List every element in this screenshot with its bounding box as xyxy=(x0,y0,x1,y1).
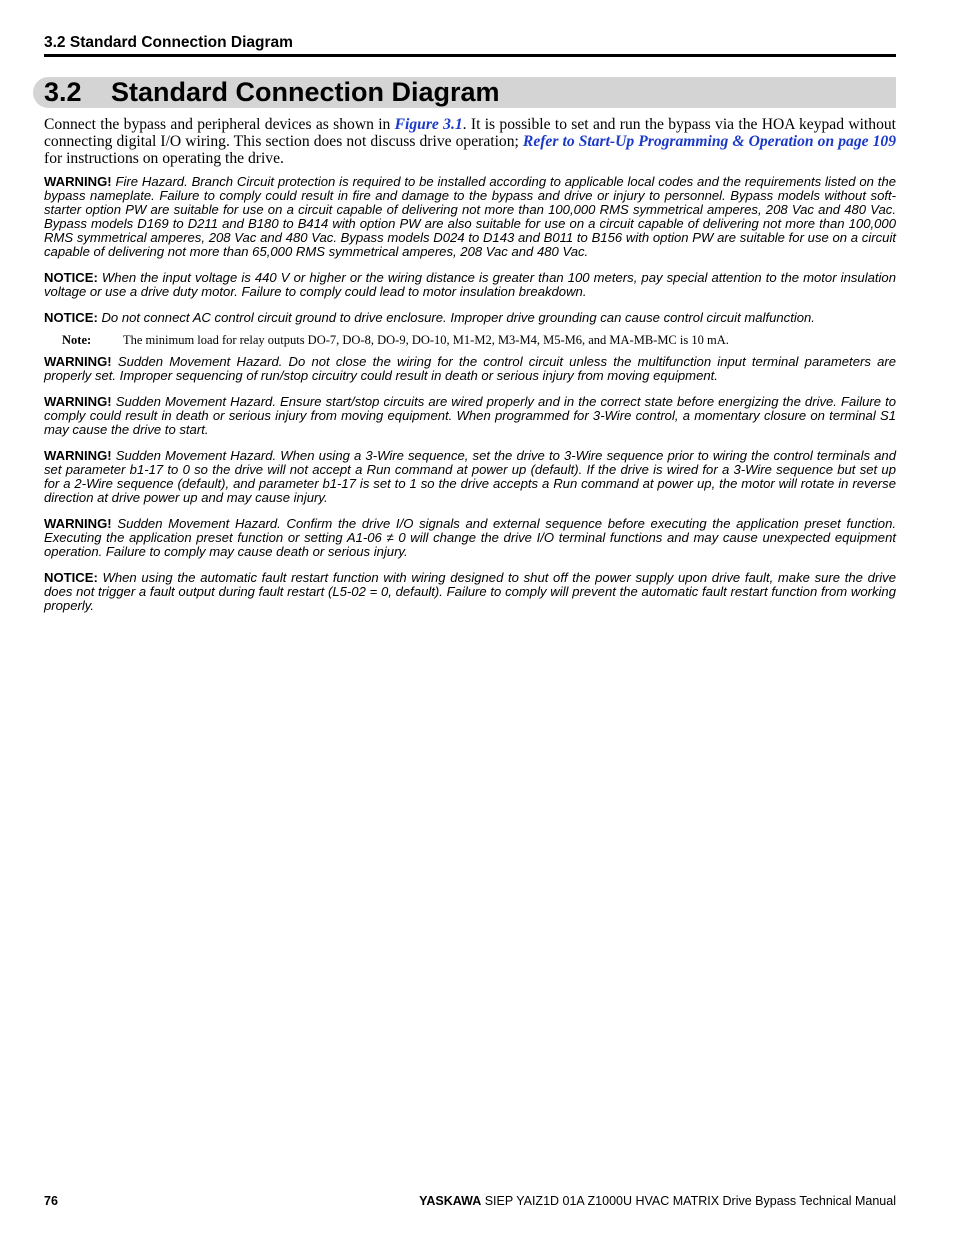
warning-message xyxy=(44,517,896,559)
message-tag: NOTICE: xyxy=(44,270,98,285)
startup-programming-link[interactable]: Refer to Start-Up Programming & Operation on page 109 xyxy=(522,133,896,150)
note xyxy=(44,332,896,348)
message-text: Sudden Movement Hazard. When using a 3-Wire sequence, set the drive to 3-Wire sequence prior to wiring the control terminals and set parameter b1-17 to 0 so the drive will not accept a Run command at power up (default). If the drive is wired for a 3-Wire sequence but set up for a 2-Wire sequence (default), and parameter b1-17 is set to 1 so the drive accepts a Run command at power up, the motor will rotate in reverse direction at drive power up and may cause injury. xyxy=(44,448,896,505)
running-header: 3.2 Standard Connection Diagram xyxy=(44,34,896,57)
warning-message xyxy=(44,395,896,437)
footer-manual-title xyxy=(419,1194,896,1208)
notice-message xyxy=(44,311,896,325)
intro-paragraph xyxy=(44,116,896,167)
message-tag: WARNING! xyxy=(44,516,112,531)
message-tag: WARNING! xyxy=(44,394,112,409)
warning-message xyxy=(44,449,896,505)
note-text: The minimum load for relay outputs DO-7, DO-8, DO-9, DO-10, M1-M2, M3-M4, M5-M6, and MA-MB-MC is 10 mA. xyxy=(123,333,729,347)
message-tag: WARNING! xyxy=(44,448,112,463)
warning-message xyxy=(44,355,896,383)
brand-name: YASKAWA xyxy=(419,1194,482,1208)
message-text: Sudden Movement Hazard. Ensure start/stop circuits are wired properly and in the correct state before energizing the drive. Failure to comply could result in death or serious injury from moving equipment. When programmed for 3-Wire control, a momentary closure on terminal S1 may cause the drive to start. xyxy=(44,394,897,437)
notice-message xyxy=(44,571,896,613)
page-number: 76 xyxy=(44,1194,58,1208)
figure-link[interactable]: Figure 3.1 xyxy=(394,116,463,133)
message-tag: NOTICE: xyxy=(44,570,98,585)
section-title: Standard Connection Diagram xyxy=(111,77,500,107)
intro-text: . It is possible to set and run the bypass via the HOA keypad without connecting digital I/O wiring. This section does not discuss drive operation; xyxy=(44,116,896,150)
intro-text: for instructions on operating the drive. xyxy=(44,150,284,167)
message-text: When the input voltage is 440 V or higher or the wiring distance is greater than 100 meters, pay special attention to the motor insulation voltage or use a drive duty motor. Failure to comply could lead to motor insulation breakdown. xyxy=(44,270,896,299)
message-text: Fire Hazard. Branch Circuit protection is required to be installed according to applicable local codes and the requirements listed on the bypass nameplate. Failure to comply could result in fire and damage to the bypass and drive or injury to personnel. Bypass models without soft-starter option PW are suitable for use on a circuit capable of delivering not more than 100,000 RMS symmetrical amperes, 208 Vac and 480 Vac. Bypass models D169 to D211 and B180 to B414 with option PW are also suitable for use on a circuit capable of delivering not more than 100,000 RMS symmetrical amperes, 208 Vac and 480 Vac. Bypass models D024 to D143 and B011 to B156 with option PW are suitable for use on a circuit capable of delivering not more than 65,000 RMS symmetrical amperes, 208 Vac and 480 Vac. xyxy=(44,174,897,259)
notice-message xyxy=(44,271,896,299)
intro-text: Connect the bypass and peripheral devices as shown in xyxy=(44,116,395,133)
safety-messages xyxy=(44,175,896,625)
warning-message xyxy=(44,175,896,259)
message-tag: WARNING! xyxy=(44,354,112,369)
section-number: 3.2 xyxy=(44,77,82,107)
section-heading xyxy=(44,77,500,108)
message-text: Sudden Movement Hazard. Do not close the wiring for the control circuit unless the multifunction input terminal parameters are properly set. Improper sequencing of run/stop circuitry could result in death or serious injury from moving equipment. xyxy=(44,354,897,383)
manual-title: SIEP YAIZ1D 01A Z1000U HVAC MATRIX Drive Bypass Technical Manual xyxy=(481,1194,896,1208)
message-tag: WARNING! xyxy=(44,174,112,189)
message-text: Do not connect AC control circuit ground to drive enclosure. Improper drive grounding can cause control circuit malfunction. xyxy=(101,310,815,325)
note-tag: Note: xyxy=(62,333,92,347)
message-tag: NOTICE: xyxy=(44,310,98,325)
message-text: Sudden Movement Hazard. Confirm the drive I/O signals and external sequence before executing the application preset function. Executing the application preset function or setting A1-06 ≠ 0 will change the drive I/O terminal functions and may cause unexpected equipment operation. Failure to comply may cause death or serious injury. xyxy=(44,516,896,559)
message-text: When using the automatic fault restart function with wiring designed to shut off the power supply upon drive fault, make sure the drive does not trigger a fault output during fault restart (L5-02 = 0, default). Failure to comply will prevent the automatic fault restart function from working properly. xyxy=(44,570,896,613)
